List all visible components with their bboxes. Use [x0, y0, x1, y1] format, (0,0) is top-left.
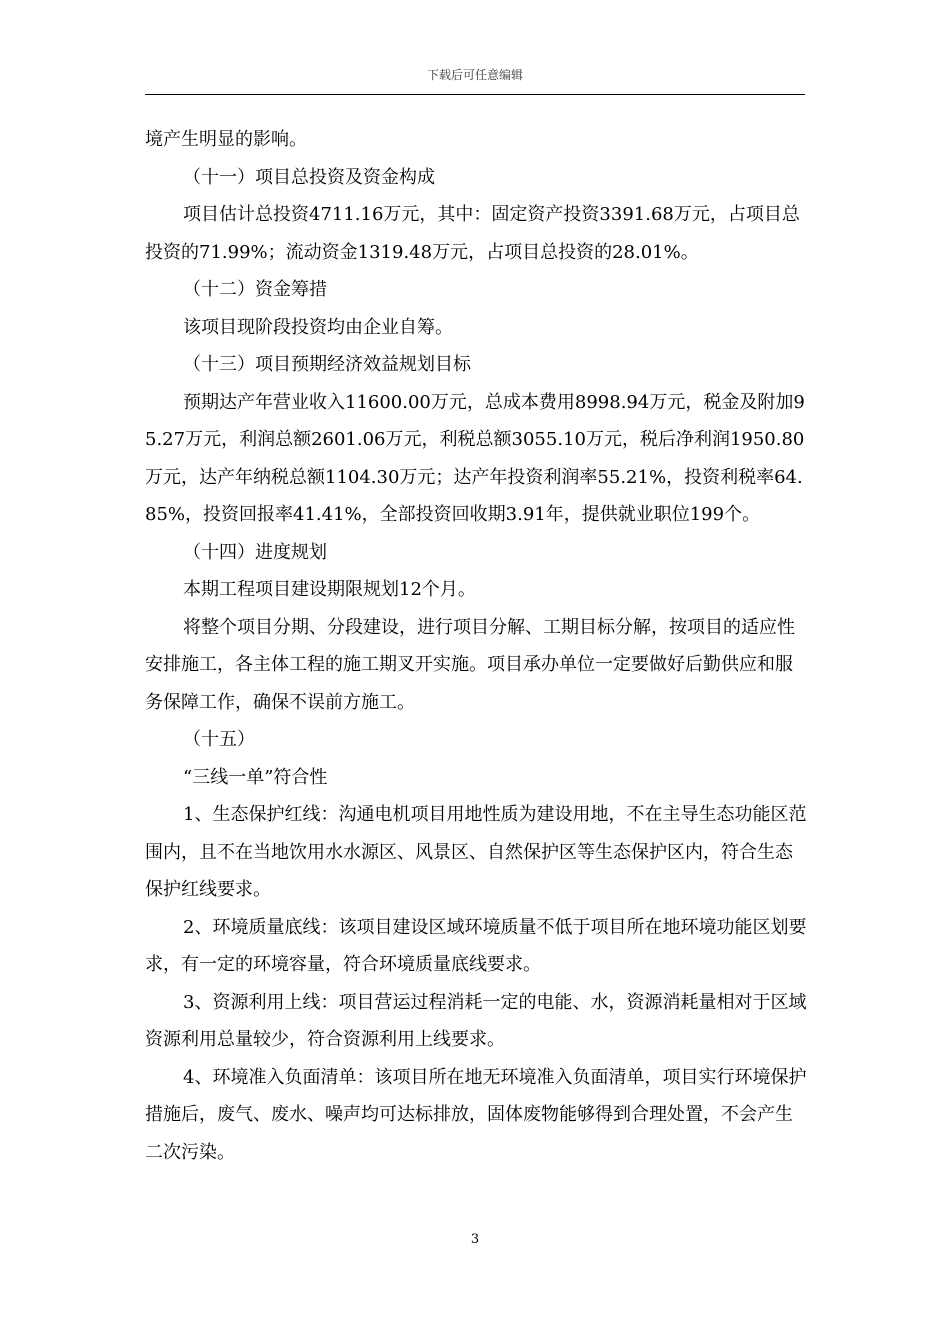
paragraph: （十五） — [183, 729, 255, 750]
paragraph: 境产生明显的影响。 — [145, 129, 307, 150]
paragraph: 4、环境准入负面清单：该项目所在地无环境准入负面清单，项目实行环境保护措施后，废气、废水、噪声均可达标排放，固体废物能够得到合理处置，不会产生二次污染。 — [145, 1066, 807, 1163]
paragraph: 2、环境质量底线：该项目建设区域环境质量不低于项目所在地环境功能区划要求，有一定的环境容量，符合环境质量底线要求。 — [145, 916, 807, 975]
paragraph: 项目估计总投资4711.16万元，其中：固定资产投资3391.68万元，占项目总投资的71.99%；流动资金1319.48万元，占项目总投资的28.01%。 — [145, 204, 800, 263]
paragraph: （十四）进度规划 — [183, 541, 327, 563]
document-body — [145, 121, 809, 1171]
paragraph: 该项目现阶段投资均由企业自筹。 — [183, 316, 453, 338]
paragraph: 1、生态保护红线：沟通电机项目用地性质为建设用地，不在主导生态功能区范围内，且不在当地饮用水水源区、风景区、自然保护区等生态保护区内，符合生态保护红线要求。 — [145, 804, 807, 900]
paragraph: “三线一单”符合性 — [183, 766, 328, 788]
paragraph: （十二）资金筹措 — [183, 279, 327, 300]
paragraph: （十三）项目预期经济效益规划目标 — [183, 354, 471, 375]
paragraph: 将整个项目分期、分段建设，进行项目分解、工期目标分解，按项目的适应性安排施工，各主体工程的施工期叉开实施。项目承办单位一定要做好后勤供应和服务保障工作，确保不误前方施工。 — [145, 616, 795, 713]
paragraph: 3、资源利用上线：项目营运过程消耗一定的电能、水，资源消耗量相对于区域资源利用总量较少，符合资源利用上线要求。 — [145, 991, 807, 1050]
page-header: 下载后可任意编辑 — [426, 68, 523, 82]
paragraph: 本期工程项目建设期限规划12个月。 — [183, 579, 476, 600]
header-divider — [145, 94, 805, 95]
paragraph: （十一）项目总投资及资金构成 — [183, 166, 435, 188]
paragraph: 预期达产年营业收入11600.00万元，总成本费用8998.94万元，税金及附加95.27万元，利润总额2601.06万元，利税总额3055.10万元，税后净利润1950.80万元，达产年纳税总额1104.30万元；达产年投资利润率55.21%，投资利税率64.85%，投资回报率41.41%，全部投资回收期3.91年，提供就业职位199个。 — [145, 391, 805, 525]
page-number: 3 — [470, 1232, 480, 1247]
